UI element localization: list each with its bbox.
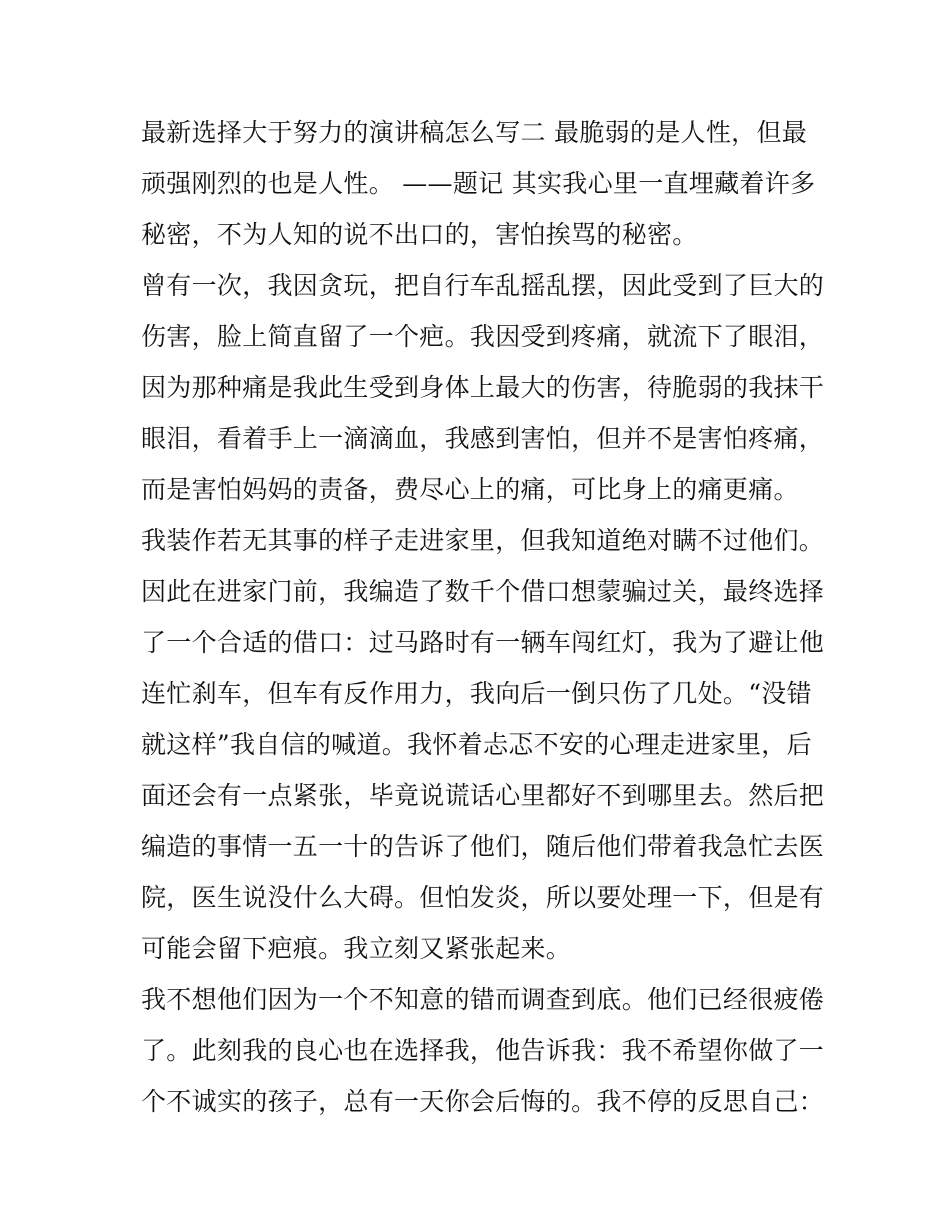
text-line: 曾有一次，我因贪玩，把自行车乱摇乱摆，因此受到了巨大的 <box>141 271 825 300</box>
text-line: 连忙刹车，但车有反作用力，我向后一倒只伤了几处。“没错 <box>141 679 812 708</box>
text-line: 院，医生说没什么大碍。但怕发炎，所以要处理一下，但是有 <box>141 883 825 912</box>
text-line: 可能会留下疤痕。我立刻又紧张起来。 <box>141 934 572 963</box>
text-line: 个不诚实的孩子，总有一天你会后悔的。我不停的反思自己： <box>141 1087 825 1116</box>
text-line: 因此在进家门前，我编造了数千个借口想蒙骗过关，最终选择 <box>141 577 825 606</box>
text-line: 最新选择大于努力的演讲稿怎么写二 最脆弱的是人性，但最 <box>141 118 808 147</box>
text-line: 面还会有一点紧张，毕竟说谎话心里都好不到哪里去。然后把 <box>141 781 825 810</box>
text-line: 眼泪，看着手上一滴滴血，我感到害怕，但并不是害怕疼痛， <box>141 424 825 453</box>
text-line: 顽强刚烈的也是人性。 ——题记 其实我心里一直埋藏着许多 <box>141 169 816 198</box>
text-line: 而是害怕妈妈的责备，费尽心上的痛，可比身上的痛更痛。 <box>141 475 799 504</box>
text-line: 就这样”我自信的喊道。我怀着忐忑不安的心理走进家里，后 <box>141 730 812 759</box>
text-line: 了一个合适的借口：过马路时有一辆车闯红灯，我为了避让他 <box>141 628 825 657</box>
text-line: 秘密，不为人知的说不出口的，害怕挨骂的秘密。 <box>141 220 698 249</box>
text-line: 因为那种痛是我此生受到身体上最大的伤害，待脆弱的我抹干 <box>141 373 825 402</box>
text-line: 我不想他们因为一个不知意的错而调查到底。他们已经很疲倦 <box>141 985 825 1014</box>
text-line: 伤害，脸上简直留了一个疤。我因受到疼痛，就流下了眼泪， <box>141 322 825 351</box>
text-line: 编造的事情一五一十的告诉了他们，随后他们带着我急忙去医 <box>141 832 825 861</box>
text-line: 了。此刻我的良心也在选择我，他告诉我：我不希望你做了一 <box>141 1036 825 1065</box>
text-line: 我装作若无其事的样子走进家里，但我知道绝对瞒不过他们。 <box>141 526 825 555</box>
document-body <box>141 107 825 1127</box>
